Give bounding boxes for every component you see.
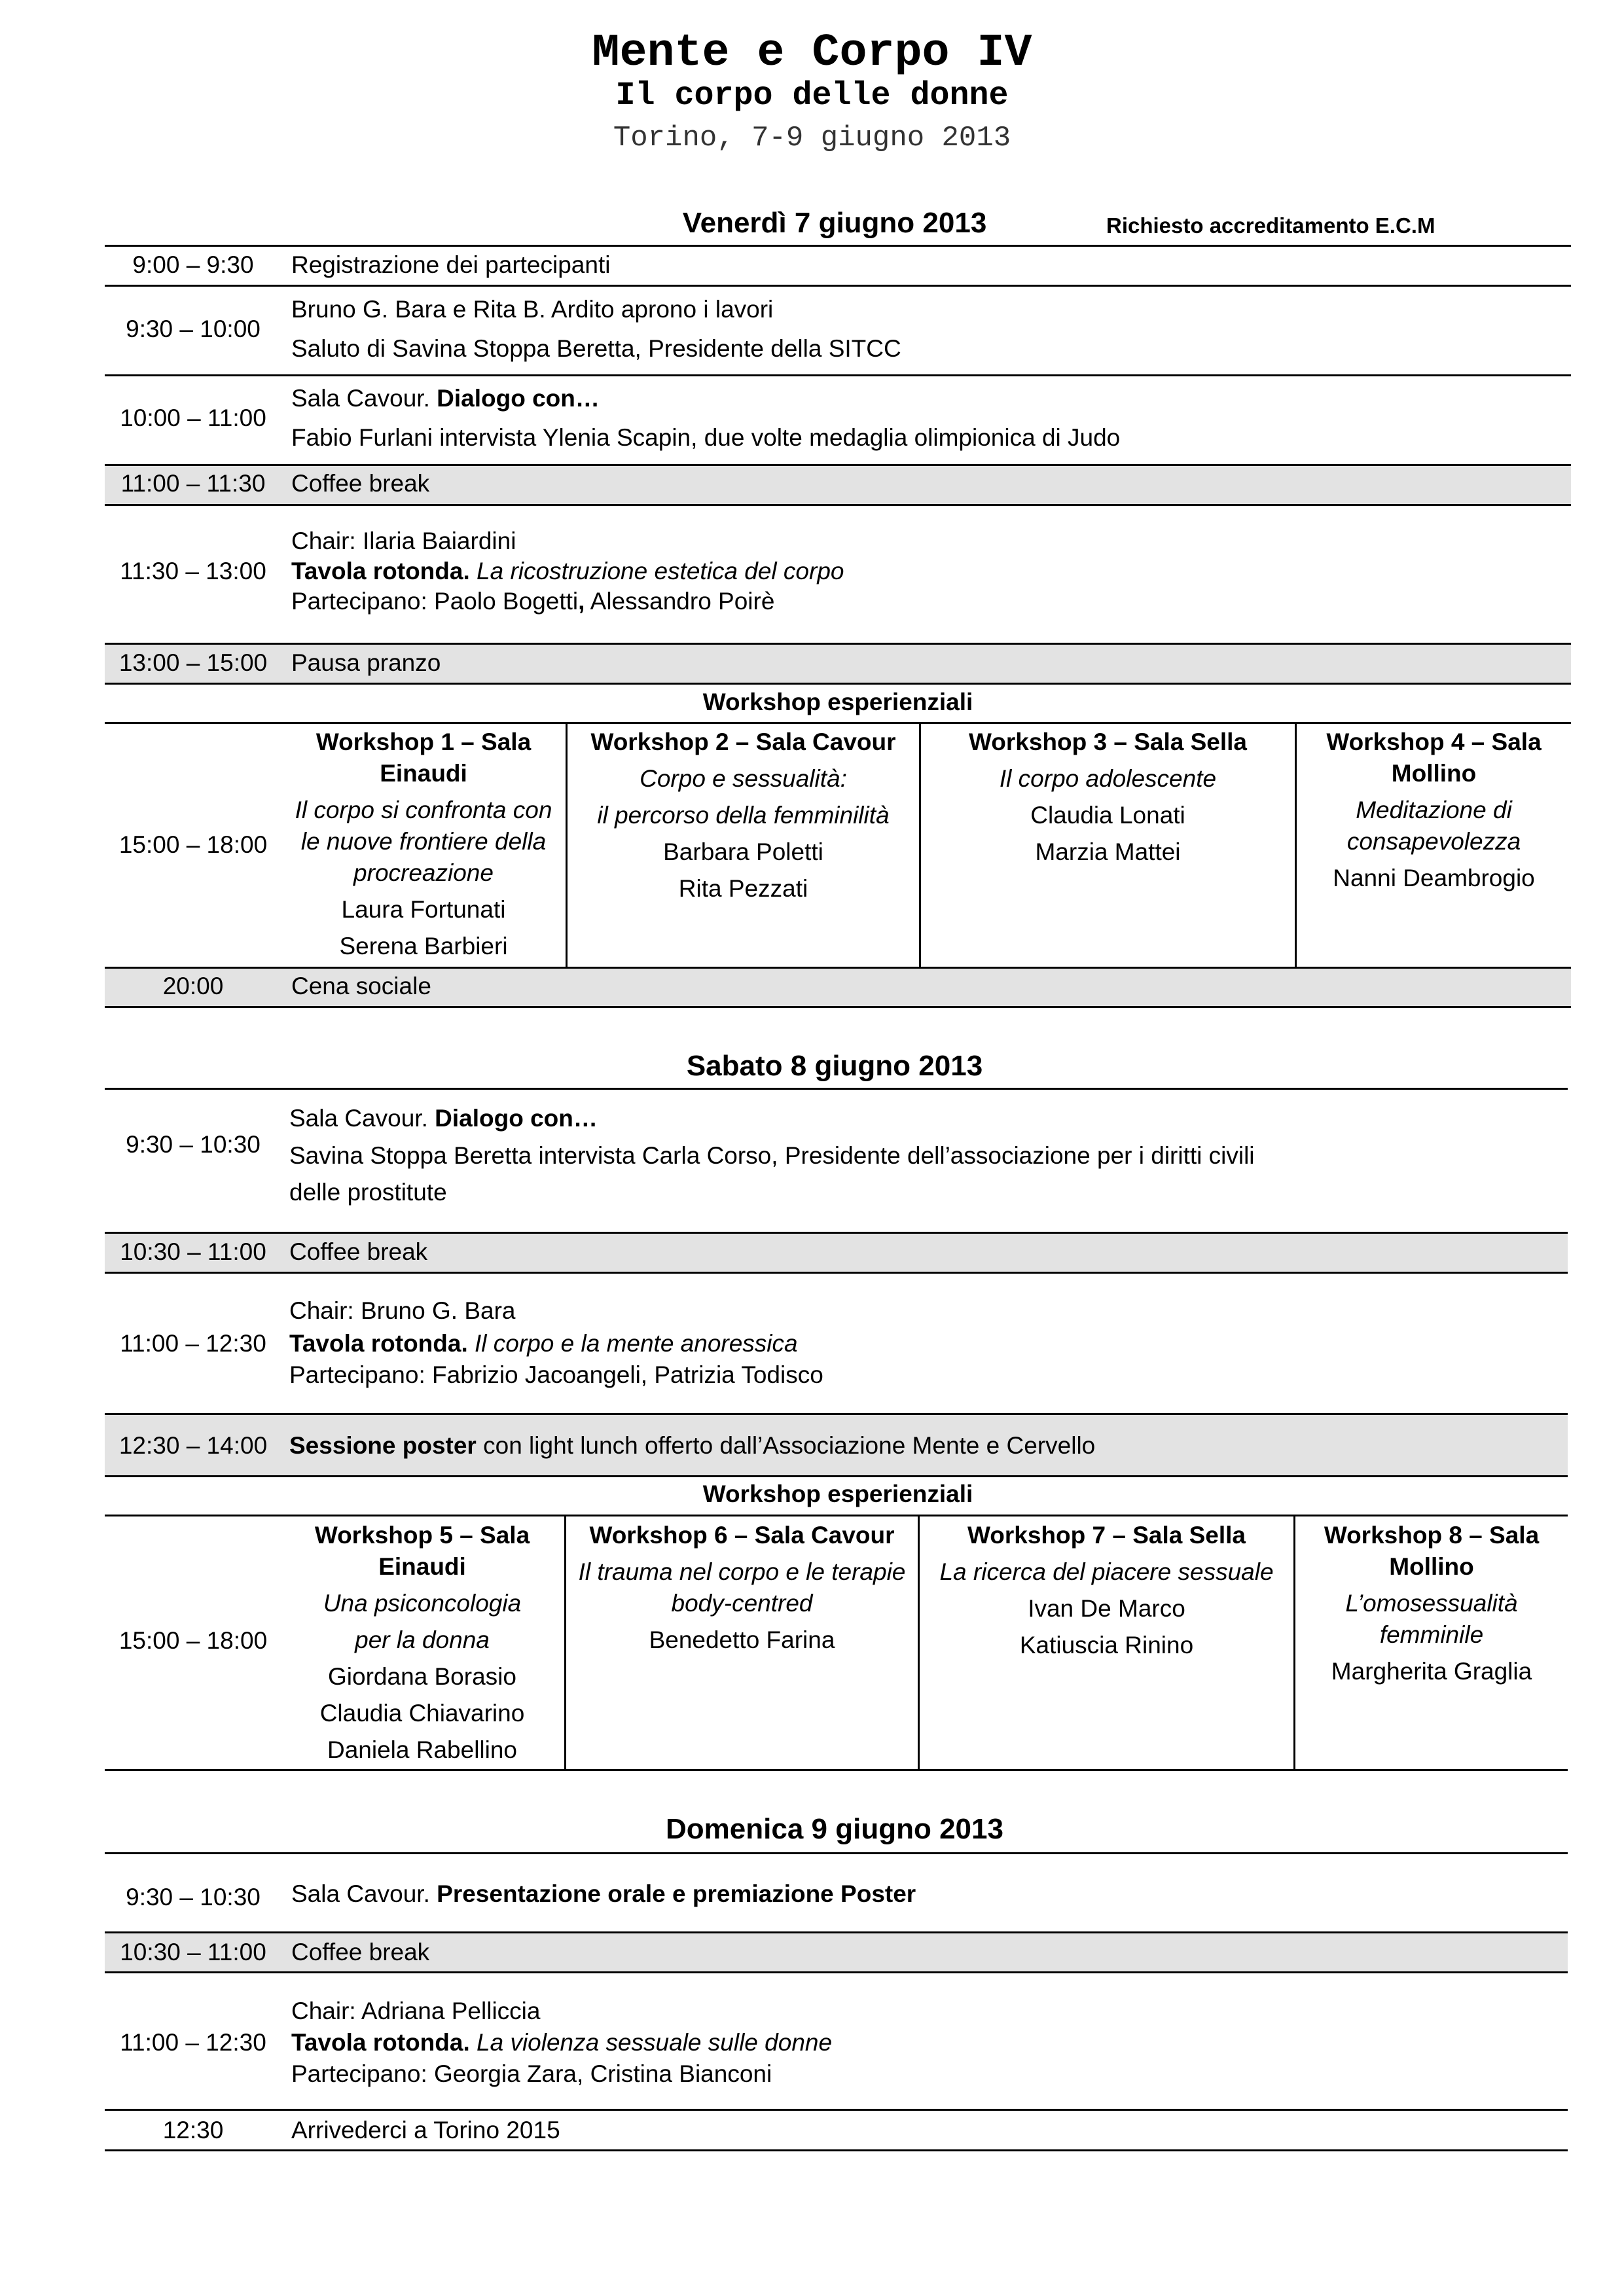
chair-text: Chair: Bruno G. Bara [289, 1297, 516, 1324]
divider [105, 1413, 1568, 1415]
day3-heading: Domenica 9 giugno 2013 [666, 1813, 1003, 1845]
session-text: Sala Cavour. Dialogo con… [289, 1105, 598, 1132]
session-text: delle prostitute [289, 1179, 447, 1206]
session-text: Saluto di Savina Stoppa Beretta, Presidente della SITCC [291, 335, 901, 362]
time-slot: 11:00 – 12:30 [120, 1330, 266, 1357]
divider [105, 1515, 1568, 1516]
time-slot: 11:00 – 12:30 [120, 2029, 266, 2056]
workshop-8: Workshop 8 – Sala Mollino L’omosessualità femminile Margherita Graglia [1324, 1522, 1540, 1685]
day1-heading: Venerdì 7 giugno 2013 [682, 207, 987, 239]
divider [105, 1232, 1568, 1234]
workshop-2: Workshop 2 – Sala Cavour Corpo e sessualità: il percorso della femminilità Barbara Poletti Rita Pezzati [590, 728, 896, 902]
session-text: Registrazione dei partecipanti [291, 251, 611, 278]
day2-heading: Sabato 8 giugno 2013 [686, 1050, 983, 1082]
divider [105, 1272, 1568, 1274]
session-text: Fabio Furlani intervista Ylenia Scapin, due volte medaglia olimpionica di Judo [291, 424, 1121, 451]
session-text: Coffee break [291, 470, 430, 497]
divider [105, 1971, 1568, 1973]
divider [105, 722, 1571, 724]
time-slot: 10:30 – 11:00 [120, 1939, 266, 1965]
time-slot: 13:00 – 15:00 [118, 649, 268, 676]
time-slot: 9:30 – 10:30 [126, 1131, 261, 1158]
session-text: Coffee break [289, 1238, 428, 1265]
round-table-text: Tavola rotonda. La violenza sessuale sulle donne [291, 2029, 833, 2056]
session-text: Coffee break [291, 1939, 430, 1965]
time-slot: 11:30 – 13:00 [120, 558, 266, 584]
session-text: Sala Cavour. Dialogo con… [291, 385, 600, 412]
program-place-date: Torino, 7-9 giugno 2013 [613, 122, 1011, 154]
divider [105, 464, 1571, 466]
session-text: Sala Cavour. Presentazione orale e premiazione Poster [291, 1880, 916, 1907]
participants-text: Partecipano: Georgia Zara, Cristina Bianconi [291, 2060, 772, 2087]
divider [105, 2109, 1568, 2111]
session-text: Pausa pranzo [291, 649, 441, 676]
workshop-6: Workshop 6 – Sala Cavour Il trauma nel corpo e le terapie body-centred Benedetto Farina [578, 1522, 906, 1653]
divider [105, 2149, 1568, 2151]
chair-text: Chair: Adriana Pelliccia [291, 1998, 541, 2024]
workshop-3: Workshop 3 – Sala Sella Il corpo adolescente Claudia Lonati Marzia Mattei [969, 728, 1247, 865]
program-title: Mente e Corpo IV [592, 27, 1032, 79]
time-slot: 12:30 – 14:00 [118, 1432, 268, 1459]
time-slot: 20:00 [162, 973, 224, 999]
program-subtitle: Il corpo delle donne [615, 77, 1009, 115]
workshop-banner: Workshop esperienziali [702, 1480, 973, 1507]
divider [105, 374, 1571, 376]
workshop-5: Workshop 5 – Sala Einaudi Una psiconcologia per la donna Giordana Borasio Claudia Chiavarino Daniela Rabellino [314, 1522, 530, 1763]
time-slot: 10:00 – 11:00 [120, 404, 266, 431]
round-table-text: Tavola rotonda. Il corpo e la mente anoressica [289, 1330, 798, 1357]
time-slot: 9:30 – 10:30 [126, 1884, 261, 1910]
ecm-note: Richiesto accreditamento E.C.M [1106, 213, 1435, 238]
divider [105, 643, 1571, 645]
divider [105, 285, 1571, 287]
time-slot: 15:00 – 18:00 [118, 1627, 268, 1654]
session-text: Sessione poster con light lunch offerto dall’Associazione Mente e Cervello [289, 1432, 1096, 1459]
session-text: Savina Stoppa Beretta intervista Carla Corso, Presidente dell’associazione per i diritti civili [289, 1142, 1255, 1169]
divider [105, 1931, 1568, 1933]
session-text: Cena sociale [291, 973, 431, 999]
workshop-1: Workshop 1 – Sala Einaudi Il corpo si confronta con le nuove frontiere della procreazione Laura Fortunati Serena Barbieri [295, 728, 552, 960]
chair-text: Chair: Ilaria Baiardini [291, 528, 516, 554]
divider [105, 1088, 1568, 1090]
divider [105, 245, 1571, 247]
participants-text: Partecipano: Paolo Bogetti, Alessandro Poirè [291, 588, 775, 615]
time-slot: 9:30 – 10:00 [126, 315, 261, 342]
divider [105, 504, 1571, 506]
participants-text: Partecipano: Fabrizio Jacoangeli, Patrizia Todisco [289, 1361, 823, 1388]
divider [105, 1475, 1568, 1477]
divider [105, 1852, 1568, 1854]
round-table-text: Tavola rotonda. La ricostruzione estetica del corpo [291, 558, 844, 584]
time-slot: 11:00 – 11:30 [120, 470, 266, 497]
time-slot: 15:00 – 18:00 [118, 831, 268, 858]
divider [105, 1006, 1571, 1008]
time-slot: 10:30 – 11:00 [120, 1238, 266, 1265]
time-slot: 12:30 [162, 2117, 224, 2144]
workshop-4: Workshop 4 – Sala Mollino Meditazione di consapevolezza Nanni Deambrogio [1326, 728, 1542, 891]
time-slot: 9:00 – 9:30 [132, 251, 254, 278]
session-text: Arrivederci a Torino 2015 [291, 2117, 560, 2144]
workshop-7: Workshop 7 – Sala Sella La ricerca del piacere sessuale Ivan De Marco Katiuscia Rinino [939, 1522, 1274, 1659]
session-text: Bruno G. Bara e Rita B. Ardito aprono i lavori [291, 296, 774, 323]
workshop-banner: Workshop esperienziali [702, 689, 973, 715]
divider [105, 683, 1571, 685]
